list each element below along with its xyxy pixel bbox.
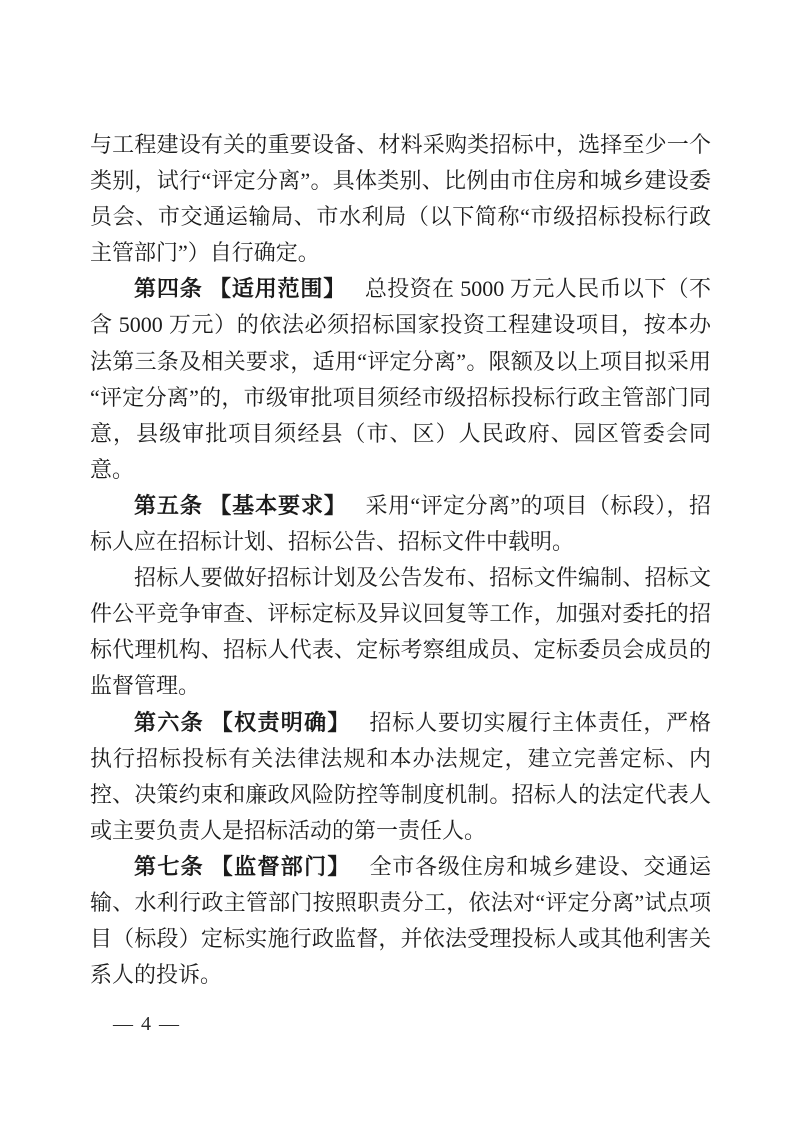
paragraph [90, 849, 711, 993]
paragraph [90, 127, 711, 271]
paragraph [90, 705, 711, 849]
clause-heading: 第六条 【权责明确】 [134, 709, 351, 735]
paragraph [90, 488, 711, 560]
clause-heading: 第五条 【基本要求】 [134, 492, 347, 518]
clause-text: 招标人要做好招标计划及公告发布、招标文件编制、招标文件公平竞争审查、评标定标及异议回复等工作，加强对委托的招标代理机构、招标人代表、定标考察组成员、定标委员会成员的监督管理。 [90, 565, 711, 699]
paragraph [90, 560, 711, 704]
page-number: — 4 — [113, 1013, 181, 1035]
clause-heading: 第七条 【监督部门】 [134, 853, 351, 879]
clause-text: 采用“评定分离”的项目（标段），招标人应在招标计划、招标公告、招标文件中载明。 [90, 492, 711, 555]
clause-text: 招标人要切实履行主体责任，严格执行招标投标有关法律法规和本办法规定，建立完善定标、内控、决策约束和廉政风险防控等制度机制。招标人的法定代表人或主要负责人是招标活动的第一责任人。 [90, 709, 711, 843]
clause-heading: 第四条 【适用范围】 [134, 276, 347, 302]
clause-text: 与工程建设有关的重要设备、材料采购类招标中，选择至少一个类别，试行“评定分离”。具体类别、比例由市住房和城乡建设委员会、市交通运输局、市水利局（以下简称“市级招标投标行政主管部门”）自行确定。 [90, 132, 711, 266]
document-body [90, 127, 711, 993]
paragraph [90, 271, 711, 488]
clause-text: 总投资在 5000 万元人民币以下（不含 5000 万元）的依法必须招标国家投资工程建设项目，按本办法第三条及相关要求，适用“评定分离”。限额及以上项目拟采用“评定分离”的，市级审批项目须经市级招标投标行政主管部门同意，县级审批项目须经县（市、区）人民政府、园区管委会同意。 [90, 276, 711, 482]
clause-text: 全市各级住房和城乡建设、交通运输、水利行政主管部门按照职责分工，依法对“评定分离”试点项目（标段）定标实施行政监督，并依法受理投标人或其他利害关系人的投诉。 [90, 853, 711, 988]
